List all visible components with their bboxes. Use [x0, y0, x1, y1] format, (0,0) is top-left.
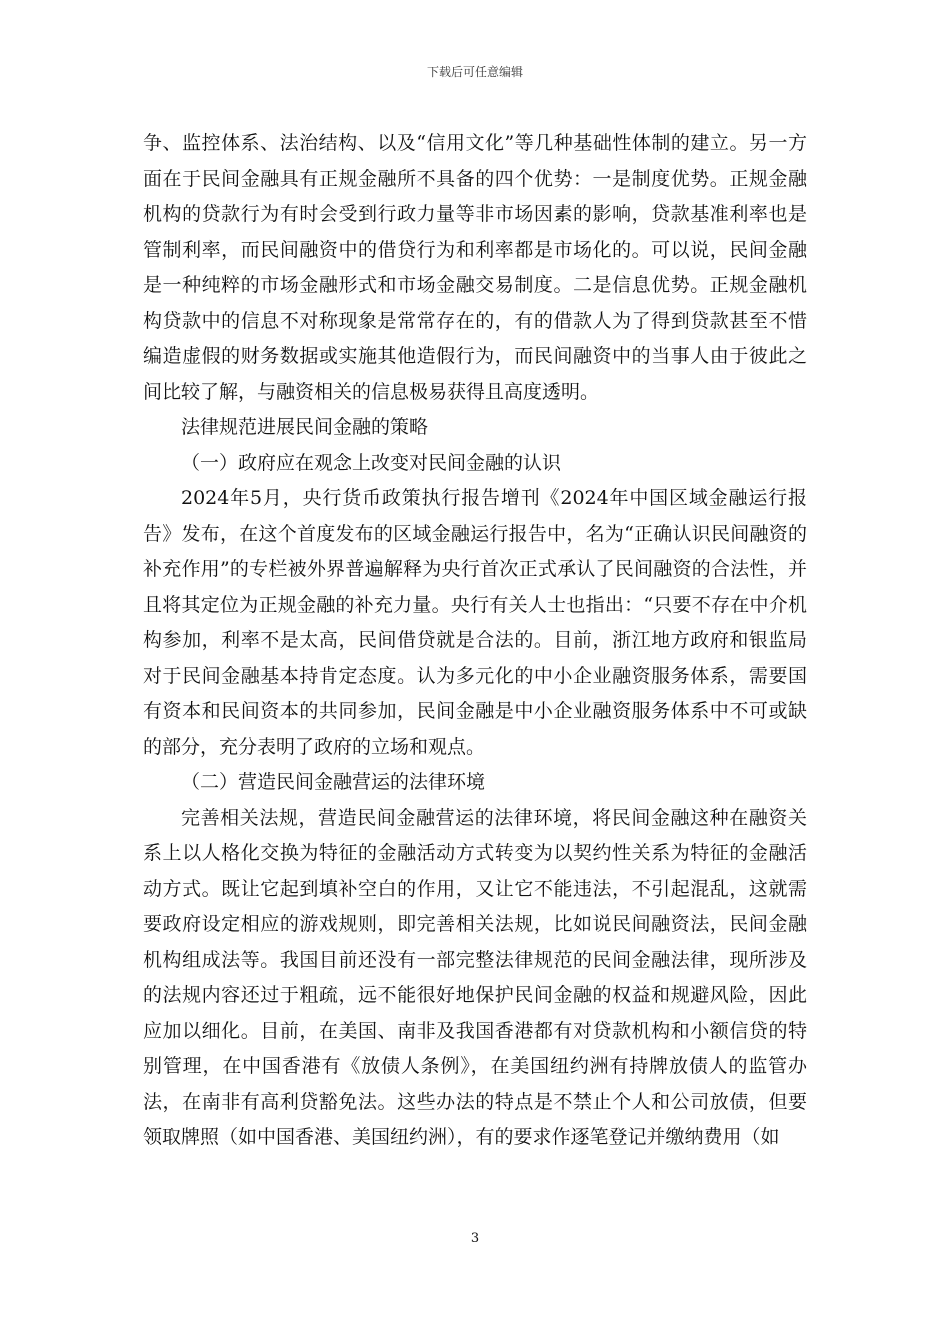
- subsection-heading-2: （二）营造民间金融营运的法律环境: [181, 771, 486, 793]
- subsection-heading-1: （一）政府应在观念上改变对民间金融的认识: [181, 451, 562, 474]
- document-body: [143, 126, 807, 1156]
- paragraph-continuation: 争、监控体系、法治结构、以及“信用文化”等几种基础性体制的建立。另一方面在于民间金融具有正规金融所不具备的四个优势：一是制度优势。正规金融机构的贷款行为有时会受到行政力量等非市场因素的影响，贷款基准利率也是管制利率，而民间融资中的借贷行为和利率都是市场化的。可以说，民间金融是一种纯粹的市场金融形式和市场金融交易制度。二是信息优势。正规金融机构贷款中的信息不对称现象是常常存在的，有的借款人为了得到贷款甚至不惜编造虚假的财务数据或实施其他造假行为，而民间融资中的当事人由于彼此之间比较了解，与融资相关的信息极易获得且高度透明。: [143, 132, 807, 403]
- section-heading: 法律规范进展民间金融的策略: [181, 416, 429, 438]
- paragraph-legal-environment: 完善相关法规，营造民间金融营运的法律环境，将民间金融这种在融资关系上以人格化交换为特征的金融活动方式转变为以契约性关系为特征的金融活动方式。既让它起到填补空白的作用，又让它不能违法，不引起混乱，这就需要政府设定相应的游戏规则，即完善相关法规，比如说民间融资法，民间金融机构组成法等。我国目前还没有一部完整法律规范的民间金融法律，现所涉及的法规内容还过于粗疏，远不能很好地保护民间金融的权益和规避风险，因此应加以细化。目前，在美国、南非及我国香港都有对贷款机构和小额信贷的特别管理，在中国香港有《放债人条例》，在美国纽约洲有持牌放债人的监管办法，在南非有高利贷豁免法。这些办法的特点是不禁止个人和公司放债，但要领取牌照（如中国香港、美国纽约洲），有的要求作逐笔登记并缴纳费用（如: [143, 806, 807, 1148]
- paragraph-central-bank-report: 2024年5月，央行货币政策执行报告增刊《2024年中国区域金融运行报告》发布，在这个首度发布的区域金融运行报告中，名为“正确认识民间融资的补充作用”的专栏被外界普遍解释为央行首次正式承认了民间融资的合法性，并且将其定位为正规金融的补充力量。央行有关人士也指出：“只要不存在中介机构参加，利率不是太高，民间借贷就是合法的。目前，浙江地方政府和银监局对于民间金融基本持肯定态度。认为多元化的中小企业融资服务体系，需要国有资本和民间资本的共同参加，民间金融是中小企业融资服务体系中不可或缺的部分，充分表明了政府的立场和观点。: [143, 487, 807, 758]
- page-number: 3: [470, 1231, 480, 1246]
- page-header: 下载后可任意编辑: [426, 65, 523, 79]
